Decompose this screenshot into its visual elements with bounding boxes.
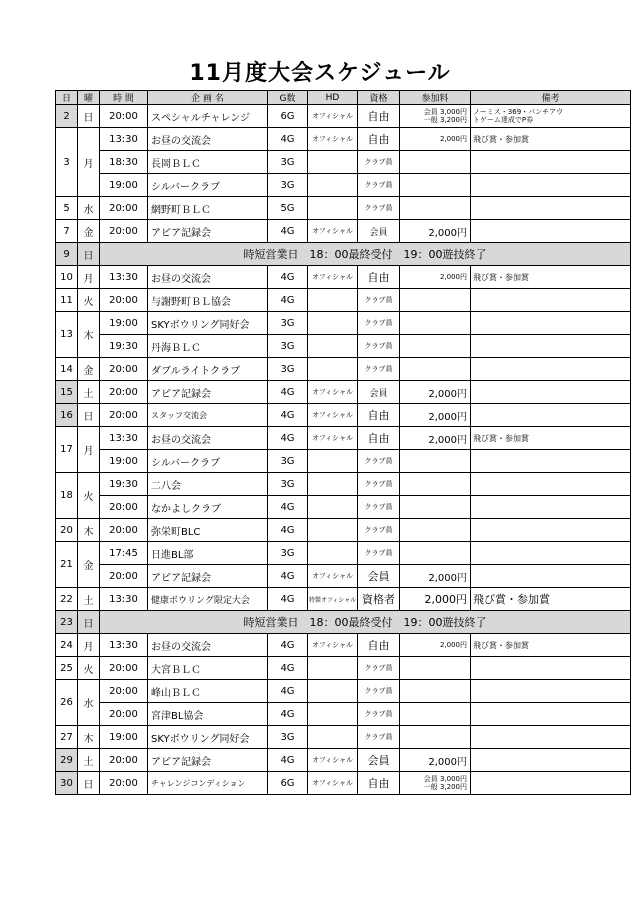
fee-cell: 2,000円 (400, 634, 471, 657)
event-cell: チャレンジコンディション (148, 772, 268, 795)
date-cell: 20 (56, 519, 78, 542)
header-event: 企 画 名 (148, 91, 268, 105)
event-cell: 網野町ＢＬＣ (148, 197, 268, 220)
time-cell: 20:00 (100, 680, 148, 703)
date-cell: 30 (56, 772, 78, 795)
games-cell: 4G (268, 680, 308, 703)
event-cell: 弥栄町BLC (148, 519, 268, 542)
hd-cell (308, 197, 358, 220)
note-cell (471, 496, 631, 519)
note-cell (471, 749, 631, 772)
date-cell: 27 (56, 726, 78, 749)
header-weekday: 曜 (78, 91, 100, 105)
qual-cell: 自由 (358, 427, 400, 450)
event-cell: スペシャルチャレンジ (148, 105, 268, 128)
table-row (56, 404, 631, 427)
event-cell: 長岡ＢＬＣ (148, 151, 268, 174)
qual-cell: クラブ員 (358, 174, 400, 197)
hd-cell (308, 335, 358, 358)
qual-cell: クラブ員 (358, 335, 400, 358)
table-row (56, 473, 631, 496)
note-cell (471, 657, 631, 680)
weekday-cell: 火 (78, 473, 100, 519)
hd-cell (308, 312, 358, 335)
weekday-cell: 日 (78, 243, 100, 266)
qual-cell: クラブ員 (358, 450, 400, 473)
event-cell: SKYボウリング同好会 (148, 312, 268, 335)
weekday-cell: 水 (78, 197, 100, 220)
table-row (56, 680, 631, 703)
qual-cell: 会員 (358, 565, 400, 588)
hd-cell: オフィシャル (308, 749, 358, 772)
qual-cell: クラブ員 (358, 496, 400, 519)
qual-cell: 自由 (358, 772, 400, 795)
table-row (56, 542, 631, 565)
weekday-cell: 火 (78, 657, 100, 680)
fee-cell: 2,000円 (400, 427, 471, 450)
hd-cell (308, 450, 358, 473)
hd-cell (308, 473, 358, 496)
header-fee: 参加料 (400, 91, 471, 105)
weekday-cell: 火 (78, 289, 100, 312)
note-cell (471, 358, 631, 381)
event-cell: ダブルライトクラブ (148, 358, 268, 381)
date-cell: 7 (56, 220, 78, 243)
weekday-cell: 日 (78, 404, 100, 427)
hd-cell: オフィシャル (308, 128, 358, 151)
note-cell (471, 703, 631, 726)
table-row (56, 611, 631, 634)
games-cell: 4G (268, 588, 308, 611)
qual-cell: 自由 (358, 404, 400, 427)
weekday-cell: 金 (78, 542, 100, 588)
fee-cell (400, 450, 471, 473)
note-line: ノーミス・369・パンチアウ (473, 108, 564, 116)
time-cell: 20:00 (100, 105, 148, 128)
games-cell: 3G (268, 473, 308, 496)
hd-cell: オフィシャル (308, 634, 358, 657)
date-cell: 2 (56, 105, 78, 128)
note-cell (471, 404, 631, 427)
date-cell: 18 (56, 473, 78, 519)
event-cell: お昼の交流会 (148, 128, 268, 151)
fee-cell (400, 726, 471, 749)
note-cell: 飛び賞・参加賞 (471, 588, 631, 611)
event-cell: なかよしクラブ (148, 496, 268, 519)
games-cell: 4G (268, 657, 308, 680)
date-cell: 16 (56, 404, 78, 427)
fee-cell (400, 197, 471, 220)
games-cell: 4G (268, 496, 308, 519)
time-cell: 20:00 (100, 703, 148, 726)
short-hours-banner: 時短営業日 18：00最終受付 19：00遊技終了 (100, 611, 631, 634)
note-cell: 飛び賞・参加賞 (471, 128, 631, 151)
time-cell: 13:30 (100, 427, 148, 450)
event-cell: アピア記録会 (148, 749, 268, 772)
time-cell: 20:00 (100, 381, 148, 404)
header-games: G数 (268, 91, 308, 105)
table-row (56, 519, 631, 542)
header-hd: HD (308, 91, 358, 105)
qual-cell: クラブ員 (358, 289, 400, 312)
weekday-cell: 金 (78, 358, 100, 381)
table-row (56, 312, 631, 335)
note-cell (471, 772, 631, 795)
fee-general: 一般 3,200円 (423, 116, 467, 124)
table-row (56, 703, 631, 726)
fee-member: 会員 3,000円 (423, 775, 467, 783)
qual-cell: 自由 (358, 266, 400, 289)
note-cell (471, 381, 631, 404)
hd-cell: 特製オフィシャル (308, 588, 358, 611)
qual-cell: 会員 (358, 220, 400, 243)
time-cell: 20:00 (100, 772, 148, 795)
header-date: 日 (56, 91, 78, 105)
qual-cell: 会員 (358, 381, 400, 404)
fee-cell (400, 496, 471, 519)
hd-cell: オフィシャル (308, 427, 358, 450)
fee-cell: 2,000円 (400, 381, 471, 404)
date-cell: 29 (56, 749, 78, 772)
games-cell: 3G (268, 450, 308, 473)
note-cell (471, 335, 631, 358)
table-row (56, 105, 631, 128)
date-cell: 26 (56, 680, 78, 726)
date-cell: 25 (56, 657, 78, 680)
games-cell: 4G (268, 634, 308, 657)
note-cell (471, 105, 631, 128)
hd-cell (308, 542, 358, 565)
note-cell (471, 726, 631, 749)
note-cell (471, 565, 631, 588)
note-cell (471, 450, 631, 473)
date-cell: 24 (56, 634, 78, 657)
games-cell: 5G (268, 197, 308, 220)
time-cell: 18:30 (100, 151, 148, 174)
weekday-cell: 日 (78, 611, 100, 634)
fee-cell: 2,000円 (400, 588, 471, 611)
time-cell: 19:30 (100, 335, 148, 358)
fee-cell (400, 358, 471, 381)
weekday-cell: 木 (78, 312, 100, 358)
fee-cell (400, 174, 471, 197)
fee-cell: 2,000円 (400, 266, 471, 289)
weekday-cell: 金 (78, 220, 100, 243)
games-cell: 4G (268, 565, 308, 588)
note-cell (471, 197, 631, 220)
fee-cell (400, 657, 471, 680)
games-cell: 3G (268, 335, 308, 358)
qual-cell: 自由 (358, 128, 400, 151)
time-cell: 20:00 (100, 749, 148, 772)
schedule-table (55, 90, 631, 795)
event-cell: アピア記録会 (148, 220, 268, 243)
weekday-cell: 木 (78, 726, 100, 749)
hd-cell: オフィシャル (308, 266, 358, 289)
note-cell (471, 289, 631, 312)
table-row (56, 358, 631, 381)
event-cell: 与謝野町ＢＬ協会 (148, 289, 268, 312)
qual-cell: クラブ員 (358, 657, 400, 680)
hd-cell (308, 496, 358, 519)
event-cell: お昼の交流会 (148, 427, 268, 450)
qual-cell: クラブ員 (358, 703, 400, 726)
fee-cell: 2,000円 (400, 128, 471, 151)
header-note: 備考 (471, 91, 631, 105)
games-cell: 4G (268, 128, 308, 151)
time-cell: 13:30 (100, 128, 148, 151)
games-cell: 3G (268, 151, 308, 174)
event-cell: 日進BL部 (148, 542, 268, 565)
hd-cell: オフィシャル (308, 772, 358, 795)
table-row (56, 496, 631, 519)
hd-cell (308, 703, 358, 726)
fee-cell (400, 151, 471, 174)
hd-cell (308, 151, 358, 174)
games-cell: 4G (268, 703, 308, 726)
time-cell: 20:00 (100, 657, 148, 680)
games-cell: 3G (268, 726, 308, 749)
games-cell: 3G (268, 358, 308, 381)
fee-cell (400, 473, 471, 496)
event-cell: 健康ボウリング限定大会 (148, 588, 268, 611)
weekday-cell: 土 (78, 749, 100, 772)
weekday-cell: 水 (78, 680, 100, 726)
time-cell: 19:00 (100, 450, 148, 473)
games-cell: 4G (268, 427, 308, 450)
time-cell: 17:45 (100, 542, 148, 565)
time-cell: 20:00 (100, 496, 148, 519)
games-cell: 6G (268, 105, 308, 128)
time-cell: 13:30 (100, 266, 148, 289)
hd-cell (308, 289, 358, 312)
hd-cell: オフィシャル (308, 404, 358, 427)
header-row (56, 91, 631, 105)
table-row (56, 220, 631, 243)
event-cell: シルバークラブ (148, 174, 268, 197)
games-cell: 4G (268, 404, 308, 427)
note-cell (471, 174, 631, 197)
weekday-cell: 月 (78, 634, 100, 657)
weekday-cell: 月 (78, 128, 100, 197)
qual-cell: クラブ員 (358, 151, 400, 174)
header-time: 時 間 (100, 91, 148, 105)
date-cell: 14 (56, 358, 78, 381)
date-cell: 5 (56, 197, 78, 220)
qual-cell: 会員 (358, 749, 400, 772)
note-cell (471, 473, 631, 496)
hd-cell: オフィシャル (308, 220, 358, 243)
hd-cell (308, 519, 358, 542)
hd-cell (308, 726, 358, 749)
games-cell: 4G (268, 749, 308, 772)
weekday-cell: 土 (78, 381, 100, 404)
games-cell: 4G (268, 381, 308, 404)
fee-cell (400, 105, 471, 128)
table-row (56, 197, 631, 220)
hd-cell (308, 657, 358, 680)
time-cell: 20:00 (100, 220, 148, 243)
note-cell (471, 151, 631, 174)
weekday-cell: 月 (78, 266, 100, 289)
table-row (56, 335, 631, 358)
weekday-cell: 月 (78, 427, 100, 473)
qual-cell: クラブ員 (358, 542, 400, 565)
event-cell: お昼の交流会 (148, 266, 268, 289)
date-cell: 22 (56, 588, 78, 611)
fee-cell: 2,000円 (400, 220, 471, 243)
note-cell (471, 519, 631, 542)
note-cell: 飛び賞・参加賞 (471, 266, 631, 289)
time-cell: 20:00 (100, 565, 148, 588)
weekday-cell: 日 (78, 105, 100, 128)
date-cell: 9 (56, 243, 78, 266)
qual-cell: クラブ員 (358, 197, 400, 220)
time-cell: 20:00 (100, 519, 148, 542)
table-row (56, 450, 631, 473)
date-cell: 10 (56, 266, 78, 289)
table-row (56, 427, 631, 450)
table-row (56, 749, 631, 772)
weekday-cell: 日 (78, 772, 100, 795)
event-cell: 峰山ＢＬＣ (148, 680, 268, 703)
table-row (56, 266, 631, 289)
time-cell: 20:00 (100, 404, 148, 427)
event-cell: アピア記録会 (148, 565, 268, 588)
hd-cell (308, 680, 358, 703)
time-cell: 19:30 (100, 473, 148, 496)
date-cell: 17 (56, 427, 78, 473)
event-cell: 二八会 (148, 473, 268, 496)
fee-cell (400, 312, 471, 335)
event-cell: 丹海ＢＬＣ (148, 335, 268, 358)
table-row (56, 588, 631, 611)
event-cell: シルバークラブ (148, 450, 268, 473)
date-cell: 15 (56, 381, 78, 404)
weekday-cell: 木 (78, 519, 100, 542)
fee-cell (400, 519, 471, 542)
table-row (56, 772, 631, 795)
note-cell (471, 312, 631, 335)
games-cell: 6G (268, 772, 308, 795)
table-row (56, 381, 631, 404)
short-hours-banner: 時短営業日 18：00最終受付 19：00遊技終了 (100, 243, 631, 266)
fee-general: 一般 3,200円 (423, 783, 467, 791)
fee-cell (400, 772, 471, 795)
qual-cell: 自由 (358, 634, 400, 657)
page-title: 11月度大会スケジュール (189, 61, 451, 86)
qual-cell: クラブ員 (358, 358, 400, 381)
time-cell: 20:00 (100, 197, 148, 220)
table-row (56, 289, 631, 312)
date-cell: 3 (56, 128, 78, 197)
table-row (56, 565, 631, 588)
fee-cell (400, 703, 471, 726)
time-cell: 20:00 (100, 289, 148, 312)
fee-cell (400, 335, 471, 358)
fee-cell: 2,000円 (400, 404, 471, 427)
event-cell: 大宮ＢＬＣ (148, 657, 268, 680)
fee-cell: 2,000円 (400, 565, 471, 588)
note-cell: 飛び賞・参加賞 (471, 634, 631, 657)
qual-cell: 資格者 (358, 588, 400, 611)
games-cell: 4G (268, 519, 308, 542)
games-cell: 4G (268, 266, 308, 289)
fee-cell (400, 542, 471, 565)
time-cell: 19:00 (100, 726, 148, 749)
time-cell: 19:00 (100, 312, 148, 335)
note-cell (471, 680, 631, 703)
qual-cell: クラブ員 (358, 473, 400, 496)
table-row (56, 634, 631, 657)
hd-cell: オフィシャル (308, 565, 358, 588)
event-cell: SKYボウリング同好会 (148, 726, 268, 749)
qual-cell: クラブ員 (358, 312, 400, 335)
table-row (56, 128, 631, 151)
fee-cell: 2,000円 (400, 749, 471, 772)
qual-cell: 自由 (358, 105, 400, 128)
fee-member: 会員 3,000円 (423, 108, 467, 116)
games-cell: 3G (268, 542, 308, 565)
note-cell (471, 220, 631, 243)
hd-cell: オフィシャル (308, 381, 358, 404)
table-row (56, 657, 631, 680)
time-cell: 13:30 (100, 634, 148, 657)
date-cell: 23 (56, 611, 78, 634)
games-cell: 3G (268, 312, 308, 335)
hd-cell (308, 358, 358, 381)
date-cell: 21 (56, 542, 78, 588)
note-cell (471, 542, 631, 565)
event-cell: お昼の交流会 (148, 634, 268, 657)
games-cell: 4G (268, 289, 308, 312)
note-line: トゲーム達成でP券 (473, 116, 534, 124)
table-row (56, 243, 631, 266)
hd-cell: オフィシャル (308, 105, 358, 128)
games-cell: 3G (268, 174, 308, 197)
table-row (56, 726, 631, 749)
date-cell: 13 (56, 312, 78, 358)
qual-cell: クラブ員 (358, 519, 400, 542)
fee-cell (400, 680, 471, 703)
table-row (56, 151, 631, 174)
note-cell: 飛び賞・参加賞 (471, 427, 631, 450)
time-cell: 20:00 (100, 358, 148, 381)
qual-cell: クラブ員 (358, 726, 400, 749)
games-cell: 4G (268, 220, 308, 243)
header-qual: 資格 (358, 91, 400, 105)
event-cell: アピア記録会 (148, 381, 268, 404)
event-cell: スタッフ交流会 (148, 404, 268, 427)
time-cell: 13:30 (100, 588, 148, 611)
date-cell: 11 (56, 289, 78, 312)
qual-cell: クラブ員 (358, 680, 400, 703)
event-cell: 宮津BL協会 (148, 703, 268, 726)
time-cell: 19:00 (100, 174, 148, 197)
hd-cell (308, 174, 358, 197)
weekday-cell: 土 (78, 588, 100, 611)
fee-cell (400, 289, 471, 312)
table-row (56, 174, 631, 197)
